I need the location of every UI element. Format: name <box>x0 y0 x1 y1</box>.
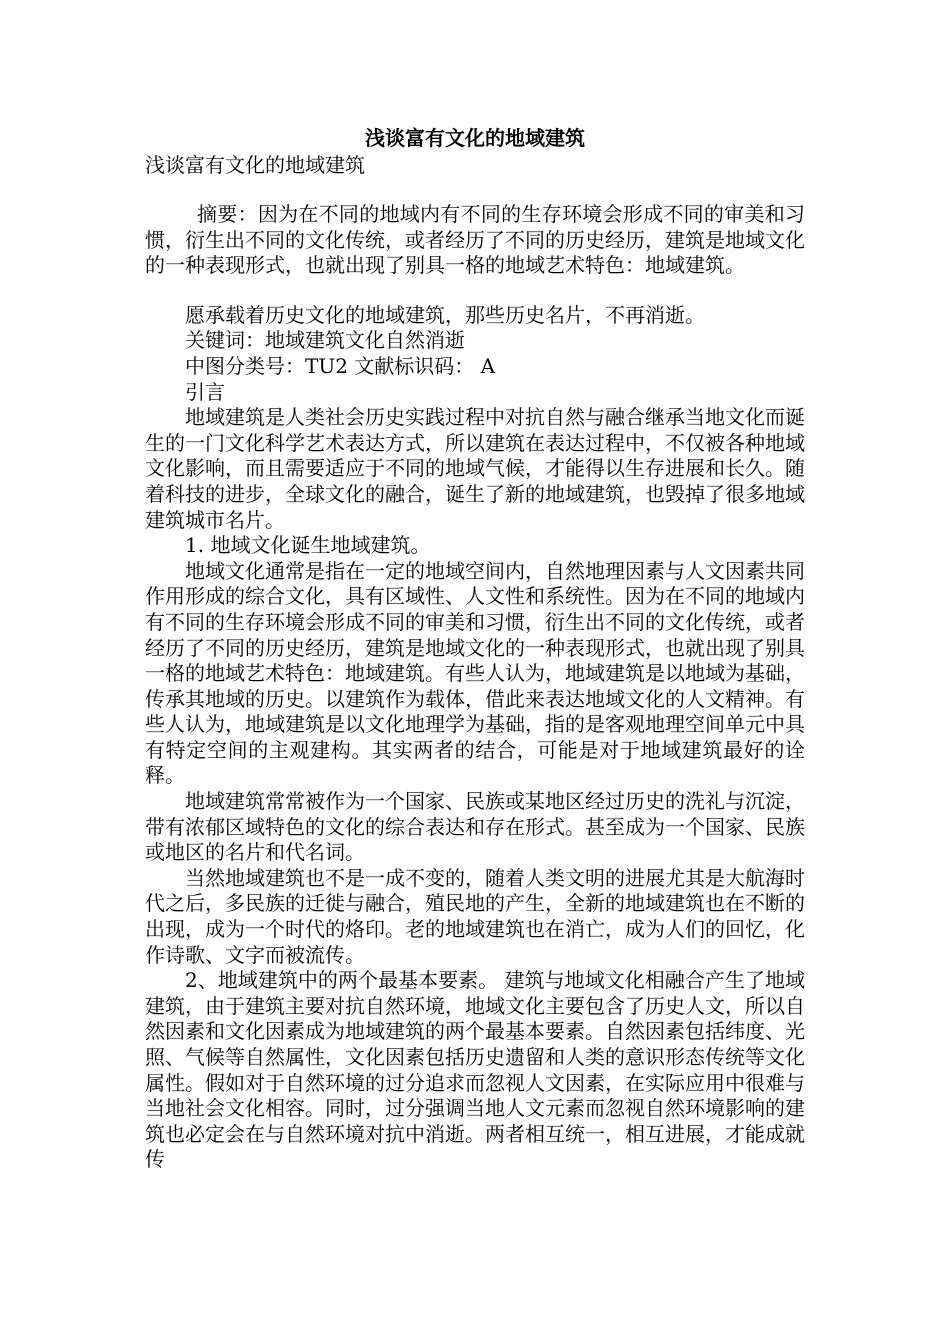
document-page <box>145 124 805 1173</box>
section1-paragraph-1: 地域文化通常是指在一定的地域空间内，自然地理因素与人文因素共同作用形成的综合文化，具有区域性、人文性和系统性。因为在不同的地域内有不同的生存环境会形成不同的审美和习惯，衍生出不同的文化传统，或者经历了不同的历史经历，建筑是地域文化的一种表现形式，也就出现了别具一格的地域艺术特色：地域建筑。有些人认为，地域建筑是以地域为基础，传承其地域的历史。以建筑作为载体，借此来表达地域文化的人文精神。有些人认为，地域建筑是以文化地理学为基础，指的是客观地理空间单元中具有特定空间的主观建构。其实两者的结合，可能是对于地域建筑最好的诠释。 <box>145 558 805 788</box>
abstract-paragraph: 摘要：因为在不同的地域内有不同的生存环境会形成不同的审美和习惯，衍生出不同的文化传统，或者经历了不同的历史经历，建筑是地域文化的一种表现形式，也就出现了别具一格的地域艺术特色：地域建筑。 <box>145 202 805 278</box>
wish-paragraph: 愿承载着历史文化的地域建筑，那些历史名片，不再消逝。 <box>185 302 705 327</box>
section1-paragraph-3: 当然地域建筑也不是一成不变的，随着人类文明的进展尤其是大航海时代之后，多民族的迁徙与融合，殖民地的产生，全新的地域建筑也在不断的出现，成为一个时代的烙印。老的地域建筑也在消亡，成为人们的回忆，化作诗歌、文字而被流传。 <box>145 865 805 967</box>
keywords-line: 关键词：地域建筑文化自然消逝 <box>185 328 465 353</box>
section1-paragraph-2: 地域建筑常常被作为一个国家、民族或某地区经过历史的洗礼与沉淀，带有浓郁区域特色的文化的综合表达和存在形式。甚至成为一个国家、民族或地区的名片和代名词。 <box>145 789 805 865</box>
classification-line: 中图分类号：TU2 文献标识码： A <box>185 353 496 378</box>
document-subtitle: 浅谈富有文化的地域建筑 <box>145 153 365 177</box>
intro-paragraph: 地域建筑是人类社会历史实践过程中对抗自然与融合继承当地文化而诞生的一门文化科学艺术表达方式，所以建筑在表达过程中，不仅被各种地域文化影响，而且需要适应于不同的地域气候，才能得以生存进展和长久。随着科技的进步，全球文化的融合，诞生了新的地域建筑，也毁掉了很多地域建筑城市名片。 <box>145 405 805 532</box>
intro-heading: 引言 <box>185 379 225 404</box>
document-title: 浅谈富有文化的地域建筑 <box>365 126 585 150</box>
section1-heading: 1. 地域文化诞生地域建筑。 <box>185 533 431 558</box>
section2-paragraph-1: 2、地域建筑中的两个最基本要素。 建筑与地域文化相融合产生了地域建筑，由于建筑主要对抗自然环境，地域文化主要包含了历史人文，所以自然因素和文化因素成为地域建筑的两个最基本要素。自然因素包括纬度、光照、气候等自然属性，文化因素包括历史遗留和人类的意识形态传统等文化属性。假如对于自然环境的过分追求而忽视人文因素，在实际应用中很难与当地社会文化相容。同时，过分强调当地人文元素而忽视自然环境影响的建筑也必定会在与自然环境对抗中消逝。两者相互统一，相互进展，才能成就传 <box>145 968 805 1172</box>
